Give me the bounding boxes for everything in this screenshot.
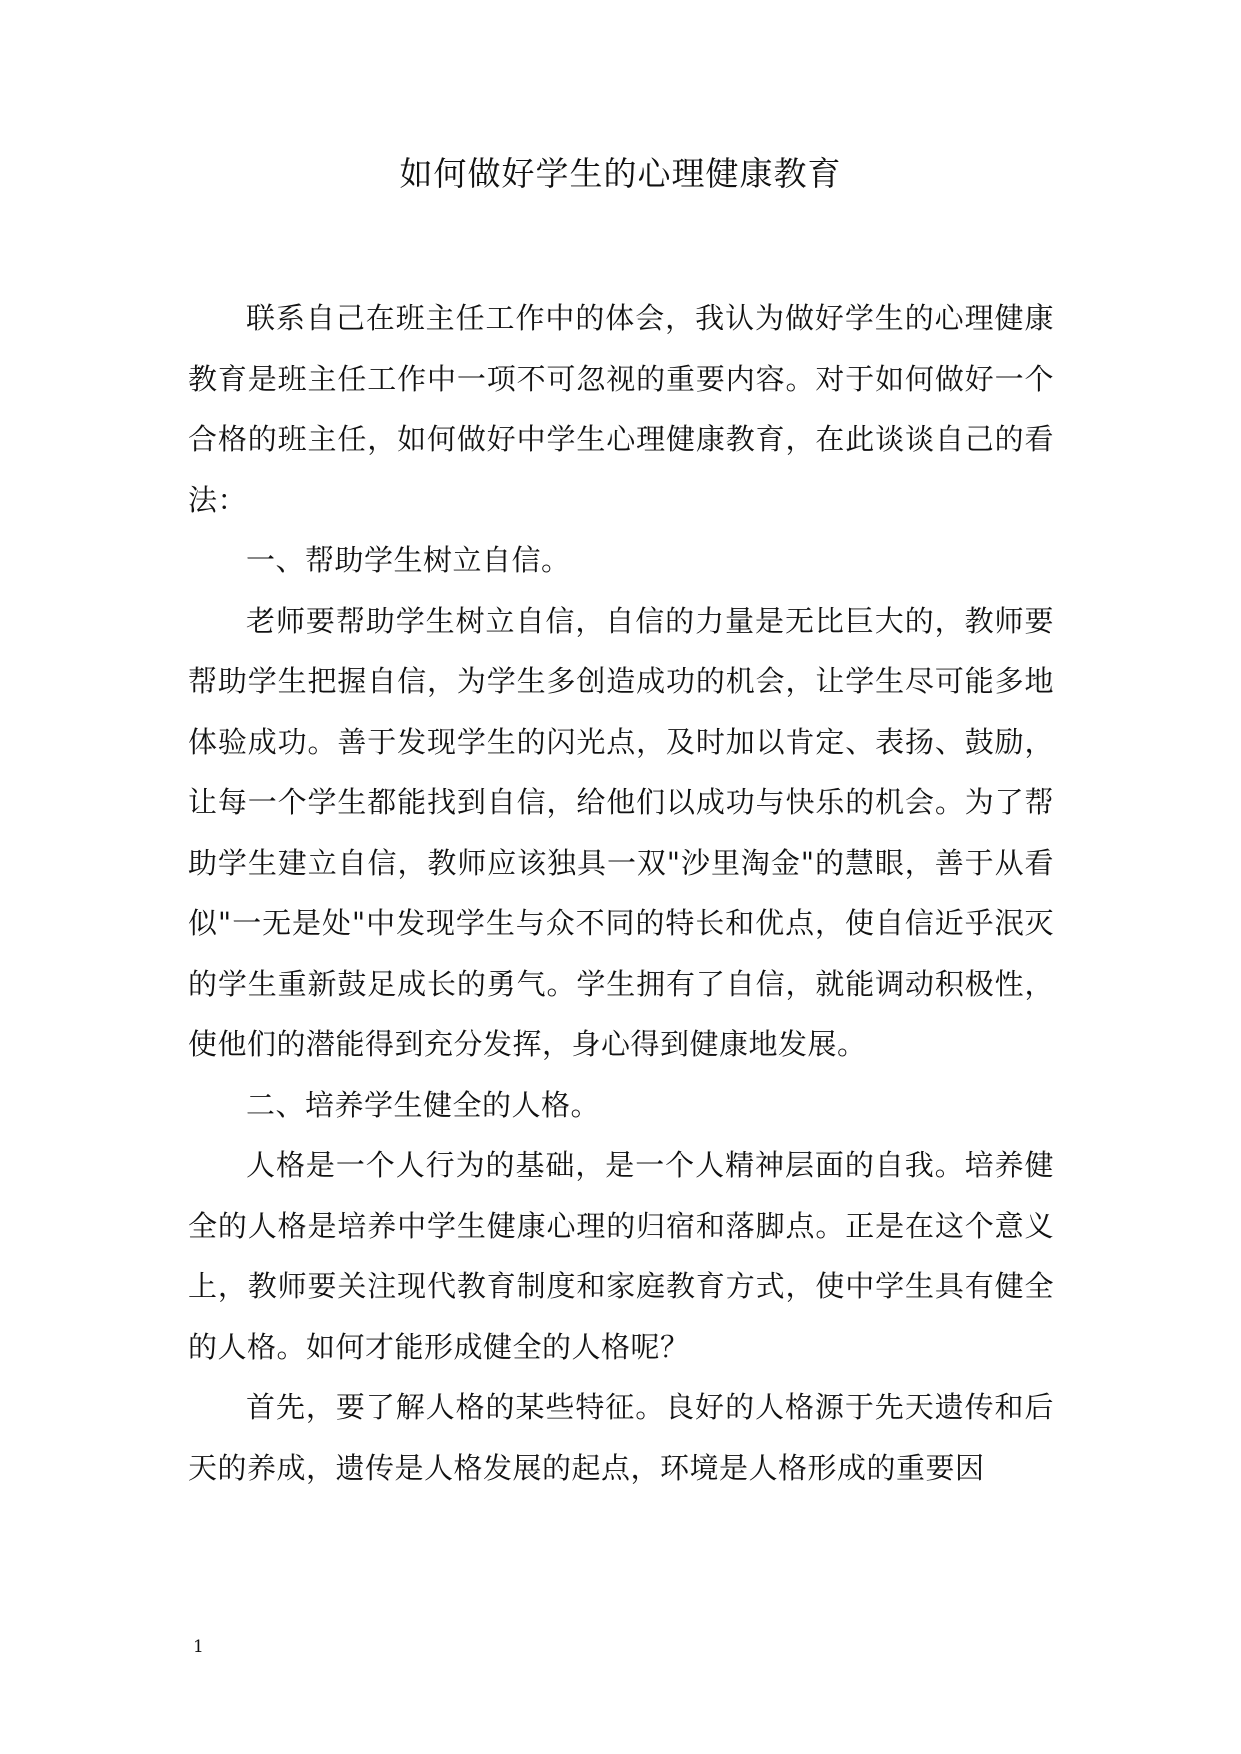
document-body — [188, 288, 1054, 1498]
page-number: 1 — [193, 1637, 204, 1657]
paragraph-intro: 联系自己在班主任工作中的体会，我认为做好学生的心理健康教育是班主任工作中一项不可忽视的重要内容。对于如何做好一个合格的班主任，如何做好中学生心理健康教育，在此谈谈自己的看法： — [188, 301, 1054, 517]
section-heading-1: 一、帮助学生树立自信。 — [246, 543, 571, 577]
paragraph-first: 首先，要了解人格的某些特征。良好的人格源于先天遗传和后天的养成，遗传是人格发展的起点，环境是人格形成的重要因 — [188, 1390, 1054, 1485]
paragraph-confidence: 老师要帮助学生树立自信，自信的力量是无比巨大的，教师要帮助学生把握自信，为学生多创造成功的机会，让学生尽可能多地体验成功。善于发现学生的闪光点，及时加以肯定、表扬、鼓励，让每一个学生都能找到自信，给他们以成功与快乐的机会。为了帮助学生建立自信，教师应该独具一双"沙里淘金"的慧眼，善于从看似"一无是处"中发现学生与众不同的特长和优点，使自信近乎泯灭的学生重新鼓足成长的勇气。学生拥有了自信，就能调动积极性，使他们的潜能得到充分发挥，身心得到健康地发展。 — [188, 603, 1054, 1061]
document-title: 如何做好学生的心理健康教育 — [399, 154, 842, 193]
section-heading-2: 二、培养学生健全的人格。 — [246, 1087, 601, 1122]
paragraph-personality: 人格是一个人行为的基础，是一个人精神层面的自我。培养健全的人格是培养中学生健康心理的归宿和落脚点。正是在这个意义上，教师要关注现代教育制度和家庭教育方式，使中学生具有健全的人格。如何才能形成健全的人格呢？ — [188, 1148, 1054, 1364]
